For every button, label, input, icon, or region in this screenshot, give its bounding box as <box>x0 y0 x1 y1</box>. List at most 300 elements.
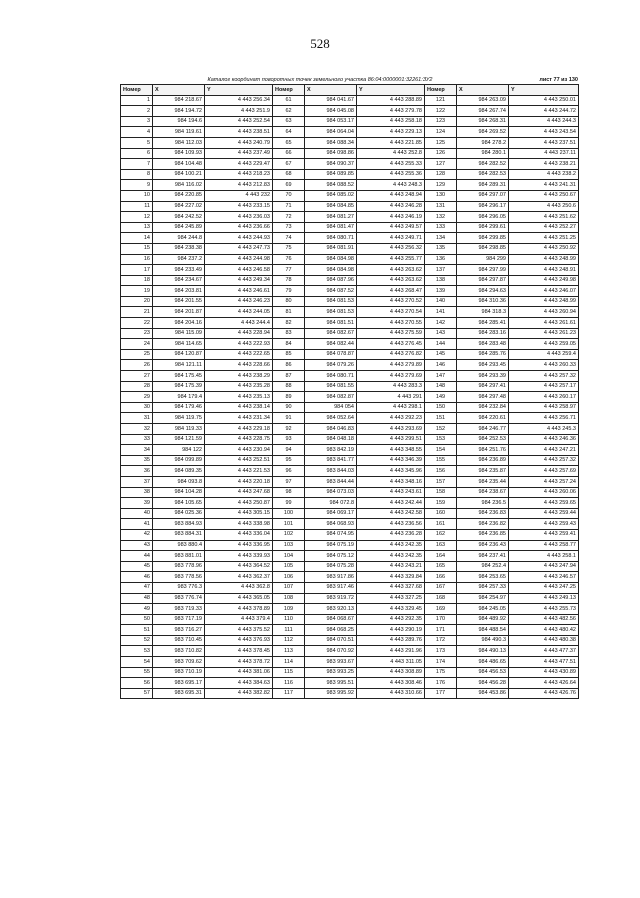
x-coordinate: 984 456.53 <box>457 667 509 678</box>
point-number: 111 <box>273 625 305 636</box>
table-row <box>121 551 579 562</box>
x-coordinate: 984 075.12 <box>305 551 357 562</box>
point-number: 124 <box>425 127 457 138</box>
y-coordinate: 4 443 482.56 <box>509 614 579 625</box>
y-coordinate: 4 443 327.68 <box>357 582 425 593</box>
point-number: 161 <box>425 519 457 530</box>
point-number: 93 <box>273 434 305 445</box>
y-coordinate: 4 443 364.52 <box>205 561 273 572</box>
x-coordinate: 984 297.48 <box>457 392 509 403</box>
point-number: 12 <box>121 212 153 223</box>
y-coordinate: 4 443 248.99 <box>509 254 579 265</box>
x-coordinate: 983 844.03 <box>305 466 357 477</box>
x-coordinate: 983 884.31 <box>153 529 205 540</box>
x-coordinate: 983 842.19 <box>305 445 357 456</box>
point-number: 128 <box>425 169 457 180</box>
x-coordinate: 983 710.82 <box>153 646 205 657</box>
x-coordinate: 984 068.25 <box>305 625 357 636</box>
y-coordinate: 4 443 222.93 <box>205 339 273 350</box>
x-coordinate: 983 695.31 <box>153 688 205 699</box>
point-number: 151 <box>425 413 457 424</box>
y-coordinate: 4 443 229.13 <box>357 127 425 138</box>
table-row <box>121 593 579 604</box>
x-coordinate: 984 088.52 <box>305 180 357 191</box>
y-coordinate: 4 443 299.51 <box>357 434 425 445</box>
y-coordinate: 4 443 362.37 <box>205 572 273 583</box>
point-number: 53 <box>121 646 153 657</box>
x-coordinate: 984 122 <box>153 445 205 456</box>
x-coordinate: 983 710.19 <box>153 667 205 678</box>
x-coordinate: 984 084.98 <box>305 265 357 276</box>
table-row <box>121 254 579 265</box>
point-number: 92 <box>273 424 305 435</box>
y-coordinate: 4 443 259.4 <box>509 349 579 360</box>
table-row <box>121 582 579 593</box>
point-number: 22 <box>121 318 153 329</box>
x-coordinate: 983 778.96 <box>153 561 205 572</box>
x-coordinate: 984 283.16 <box>457 328 509 339</box>
y-coordinate: 4 443 260.17 <box>509 392 579 403</box>
point-number: 54 <box>121 657 153 668</box>
table-row <box>121 604 579 615</box>
table-row <box>121 222 579 233</box>
x-coordinate: 984 104.28 <box>153 487 205 498</box>
y-coordinate: 4 443 308.89 <box>357 667 425 678</box>
y-coordinate: 4 443 259.65 <box>509 498 579 509</box>
table-row <box>121 519 579 530</box>
point-number: 90 <box>273 402 305 413</box>
y-coordinate: 4 443 248.3 <box>357 180 425 191</box>
y-coordinate: 4 443 250.01 <box>509 95 579 106</box>
y-coordinate: 4 443 228.94 <box>205 328 273 339</box>
x-coordinate: 984 064.04 <box>305 127 357 138</box>
point-number: 20 <box>121 296 153 307</box>
x-coordinate: 984 045.08 <box>305 106 357 117</box>
x-coordinate: 984 041.67 <box>305 95 357 106</box>
x-coordinate: 984 204.16 <box>153 318 205 329</box>
y-coordinate: 4 443 250.6 <box>509 201 579 212</box>
x-coordinate: 984 085.02 <box>305 190 357 201</box>
y-coordinate: 4 443 242.58 <box>357 508 425 519</box>
x-coordinate: 984 121.59 <box>153 434 205 445</box>
x-coordinate: 984 119.75 <box>153 413 205 424</box>
sheet-info: лист 77 из 130 <box>539 77 578 83</box>
x-coordinate: 984 175.39 <box>153 381 205 392</box>
x-coordinate: 983 776.3 <box>153 582 205 593</box>
point-number: 145 <box>425 349 457 360</box>
y-coordinate: 4 443 244.4 <box>205 318 273 329</box>
point-number: 132 <box>425 212 457 223</box>
x-coordinate: 984 099.89 <box>153 455 205 466</box>
point-number: 130 <box>425 190 457 201</box>
y-coordinate: 4 443 251.25 <box>509 233 579 244</box>
x-coordinate: 984 242.52 <box>153 212 205 223</box>
x-coordinate: 983 778.56 <box>153 572 205 583</box>
table-row <box>121 201 579 212</box>
x-coordinate: 984 490.3 <box>457 635 509 646</box>
table-row <box>121 498 579 509</box>
y-coordinate: 4 443 238.21 <box>509 159 579 170</box>
point-number: 21 <box>121 307 153 318</box>
point-number: 112 <box>273 635 305 646</box>
y-coordinate: 4 443 244.98 <box>205 254 273 265</box>
x-coordinate: 983 920.13 <box>305 604 357 615</box>
point-number: 8 <box>121 169 153 180</box>
header-row <box>121 85 579 96</box>
y-coordinate: 4 443 221.53 <box>205 466 273 477</box>
x-coordinate: 984 263.09 <box>457 95 509 106</box>
point-number: 69 <box>273 180 305 191</box>
y-coordinate: 4 443 346.39 <box>357 455 425 466</box>
point-number: 44 <box>121 551 153 562</box>
x-coordinate: 984 283.48 <box>457 339 509 350</box>
point-number: 5 <box>121 137 153 148</box>
y-coordinate: 4 443 311.05 <box>357 657 425 668</box>
y-coordinate: 4 443 308.46 <box>357 678 425 689</box>
y-coordinate: 4 443 245.3 <box>509 424 579 435</box>
x-coordinate: 984 025.36 <box>153 508 205 519</box>
y-coordinate: 4 443 259.41 <box>509 529 579 540</box>
y-coordinate: 4 443 237.49 <box>205 148 273 159</box>
point-number: 36 <box>121 466 153 477</box>
x-coordinate: 984 070.51 <box>305 635 357 646</box>
page-number: 528 <box>310 36 330 51</box>
point-number: 138 <box>425 275 457 286</box>
y-coordinate: 4 443 381.06 <box>205 667 273 678</box>
point-number: 3 <box>121 116 153 127</box>
table-row <box>121 243 579 254</box>
y-coordinate: 4 443 292.23 <box>357 413 425 424</box>
x-coordinate: 983 776.74 <box>153 593 205 604</box>
x-coordinate: 984 486.65 <box>457 657 509 668</box>
table-row <box>121 106 579 117</box>
point-number: 159 <box>425 498 457 509</box>
point-number: 47 <box>121 582 153 593</box>
y-coordinate: 4 443 243.61 <box>357 487 425 498</box>
y-coordinate: 4 443 261.23 <box>509 328 579 339</box>
y-coordinate: 4 443 250.92 <box>509 243 579 254</box>
table-row <box>121 392 579 403</box>
x-coordinate: 984 080.71 <box>305 233 357 244</box>
point-number: 136 <box>425 254 457 265</box>
y-coordinate: 4 443 252.8 <box>357 148 425 159</box>
point-number: 109 <box>273 604 305 615</box>
x-coordinate: 984 252.53 <box>457 434 509 445</box>
y-coordinate: 4 443 477.51 <box>509 657 579 668</box>
y-coordinate: 4 443 378.45 <box>205 646 273 657</box>
header-y: Y <box>509 85 579 96</box>
table-row <box>121 265 579 276</box>
point-number: 116 <box>273 678 305 689</box>
y-coordinate: 4 443 257.69 <box>509 466 579 477</box>
x-coordinate: 984 093.8 <box>153 476 205 487</box>
x-coordinate: 984 310.36 <box>457 296 509 307</box>
table-row <box>121 296 579 307</box>
y-coordinate: 4 443 238.14 <box>205 402 273 413</box>
x-coordinate: 984 119.61 <box>153 127 205 138</box>
y-coordinate: 4 443 241.31 <box>509 180 579 191</box>
y-coordinate: 4 443 270.55 <box>357 318 425 329</box>
point-number: 51 <box>121 625 153 636</box>
x-coordinate: 984 294.63 <box>457 286 509 297</box>
point-number: 41 <box>121 519 153 530</box>
point-number: 25 <box>121 349 153 360</box>
point-number: 63 <box>273 116 305 127</box>
x-coordinate: 984 267.74 <box>457 106 509 117</box>
y-coordinate: 4 443 244.05 <box>205 307 273 318</box>
y-coordinate: 4 443 246.07 <box>509 286 579 297</box>
y-coordinate: 4 443 258.77 <box>509 540 579 551</box>
header-num: Номер <box>121 85 153 96</box>
point-number: 133 <box>425 222 457 233</box>
x-coordinate: 984 253.65 <box>457 572 509 583</box>
x-coordinate: 984 297.07 <box>457 190 509 201</box>
point-number: 83 <box>273 328 305 339</box>
y-coordinate: 4 443 247.68 <box>205 487 273 498</box>
point-number: 62 <box>273 106 305 117</box>
point-number: 164 <box>425 551 457 562</box>
x-coordinate: 984 254.97 <box>457 593 509 604</box>
y-coordinate: 4 443 338.98 <box>205 519 273 530</box>
x-coordinate: 984 238.38 <box>153 243 205 254</box>
x-coordinate: 984 268.31 <box>457 116 509 127</box>
x-coordinate: 984 235.44 <box>457 476 509 487</box>
y-coordinate: 4 443 249.34 <box>205 275 273 286</box>
y-coordinate: 4 443 378.72 <box>205 657 273 668</box>
point-number: 146 <box>425 360 457 371</box>
point-number: 117 <box>273 688 305 699</box>
point-number: 153 <box>425 434 457 445</box>
y-coordinate: 4 443 376.93 <box>205 635 273 646</box>
y-coordinate: 4 443 279.69 <box>357 371 425 382</box>
x-coordinate: 983 881.01 <box>153 551 205 562</box>
x-coordinate: 983 880.4 <box>153 540 205 551</box>
table-row <box>121 212 579 223</box>
y-coordinate: 4 443 260.06 <box>509 487 579 498</box>
table-row <box>121 445 579 456</box>
table-row <box>121 614 579 625</box>
y-coordinate: 4 443 235.13 <box>205 392 273 403</box>
y-coordinate: 4 443 263.62 <box>357 265 425 276</box>
y-coordinate: 4 443 257.32 <box>509 371 579 382</box>
point-number: 140 <box>425 296 457 307</box>
point-number: 113 <box>273 646 305 657</box>
table-header <box>121 85 579 96</box>
table-row <box>121 233 579 244</box>
point-number: 108 <box>273 593 305 604</box>
y-coordinate: 4 443 291 <box>357 392 425 403</box>
y-coordinate: 4 443 259.43 <box>509 519 579 530</box>
point-number: 48 <box>121 593 153 604</box>
point-number: 106 <box>273 572 305 583</box>
x-coordinate: 984 075.19 <box>305 540 357 551</box>
point-number: 141 <box>425 307 457 318</box>
y-coordinate: 4 443 270.54 <box>357 307 425 318</box>
y-coordinate: 4 443 244.3 <box>509 116 579 127</box>
x-coordinate: 984 082.67 <box>305 328 357 339</box>
point-number: 150 <box>425 402 457 413</box>
point-number: 115 <box>273 667 305 678</box>
point-number: 175 <box>425 667 457 678</box>
y-coordinate: 4 443 384.63 <box>205 678 273 689</box>
point-number: 160 <box>425 508 457 519</box>
x-coordinate: 983 884.93 <box>153 519 205 530</box>
y-coordinate: 4 443 247.94 <box>509 561 579 572</box>
x-coordinate: 984 100.21 <box>153 169 205 180</box>
y-coordinate: 4 443 258.18 <box>357 116 425 127</box>
point-number: 110 <box>273 614 305 625</box>
point-number: 165 <box>425 561 457 572</box>
x-coordinate: 984 098.86 <box>305 148 357 159</box>
point-number: 91 <box>273 413 305 424</box>
point-number: 77 <box>273 265 305 276</box>
table-row <box>121 572 579 583</box>
point-number: 162 <box>425 529 457 540</box>
point-number: 144 <box>425 339 457 350</box>
y-coordinate: 4 443 246.58 <box>205 265 273 276</box>
x-coordinate: 984 234.67 <box>153 275 205 286</box>
x-coordinate: 984 299 <box>457 254 509 265</box>
point-number: 78 <box>273 275 305 286</box>
y-coordinate: 4 443 426.64 <box>509 678 579 689</box>
x-coordinate: 984 175.45 <box>153 371 205 382</box>
x-coordinate: 984 278.2 <box>457 137 509 148</box>
y-coordinate: 4 443 246.61 <box>205 286 273 297</box>
x-coordinate: 984 114.65 <box>153 339 205 350</box>
y-coordinate: 4 443 255.77 <box>357 254 425 265</box>
y-coordinate: 4 443 230.94 <box>205 445 273 456</box>
y-coordinate: 4 443 252.51 <box>205 455 273 466</box>
table-row <box>121 127 579 138</box>
table-row <box>121 476 579 487</box>
y-coordinate: 4 443 212.83 <box>205 180 273 191</box>
point-number: 75 <box>273 243 305 254</box>
table-row <box>121 487 579 498</box>
y-coordinate: 4 443 218.23 <box>205 169 273 180</box>
header-x: X <box>153 85 205 96</box>
x-coordinate: 984 104.48 <box>153 159 205 170</box>
point-number: 79 <box>273 286 305 297</box>
y-coordinate: 4 443 259.05 <box>509 339 579 350</box>
point-number: 94 <box>273 445 305 456</box>
y-coordinate: 4 443 248.99 <box>509 296 579 307</box>
x-coordinate: 984 119.33 <box>153 424 205 435</box>
y-coordinate: 4 443 259.44 <box>509 508 579 519</box>
point-number: 157 <box>425 476 457 487</box>
point-number: 2 <box>121 106 153 117</box>
y-coordinate: 4 443 244.72 <box>509 106 579 117</box>
y-coordinate: 4 443 246.36 <box>509 434 579 445</box>
y-coordinate: 4 443 365.05 <box>205 593 273 604</box>
y-coordinate: 4 443 279.89 <box>357 360 425 371</box>
x-coordinate: 984 201.87 <box>153 307 205 318</box>
x-coordinate: 984 087.52 <box>305 286 357 297</box>
point-number: 174 <box>425 657 457 668</box>
header-num: Номер <box>425 85 457 96</box>
table-row <box>121 318 579 329</box>
point-number: 168 <box>425 593 457 604</box>
y-coordinate: 4 443 229.18 <box>205 424 273 435</box>
table-row <box>121 190 579 201</box>
x-coordinate: 984 246.77 <box>457 424 509 435</box>
point-number: 103 <box>273 540 305 551</box>
point-number: 101 <box>273 519 305 530</box>
point-number: 143 <box>425 328 457 339</box>
table-row <box>121 561 579 572</box>
y-coordinate: 4 443 279.78 <box>357 106 425 117</box>
point-number: 80 <box>273 296 305 307</box>
x-coordinate: 984 245.05 <box>457 604 509 615</box>
y-coordinate: 4 443 246.57 <box>509 572 579 583</box>
table-row <box>121 328 579 339</box>
y-coordinate: 4 443 237.11 <box>509 148 579 159</box>
point-number: 139 <box>425 286 457 297</box>
x-coordinate: 984 220.61 <box>457 413 509 424</box>
point-number: 172 <box>425 635 457 646</box>
point-number: 107 <box>273 582 305 593</box>
x-coordinate: 984 069.17 <box>305 508 357 519</box>
x-coordinate: 983 993.25 <box>305 667 357 678</box>
x-coordinate: 984 236.5 <box>457 498 509 509</box>
x-coordinate: 984 082.87 <box>305 392 357 403</box>
table-row <box>121 307 579 318</box>
y-coordinate: 4 443 243.54 <box>509 127 579 138</box>
y-coordinate: 4 443 477.37 <box>509 646 579 657</box>
y-coordinate: 4 443 249.98 <box>509 275 579 286</box>
y-coordinate: 4 443 252.54 <box>205 116 273 127</box>
point-number: 68 <box>273 169 305 180</box>
y-coordinate: 4 443 261.61 <box>509 318 579 329</box>
x-coordinate: 984 194.72 <box>153 106 205 117</box>
point-number: 29 <box>121 392 153 403</box>
point-number: 28 <box>121 381 153 392</box>
x-coordinate: 984 238.67 <box>457 487 509 498</box>
point-number: 99 <box>273 498 305 509</box>
point-number: 121 <box>425 95 457 106</box>
table-row <box>121 159 579 170</box>
y-coordinate: 4 443 221.85 <box>357 137 425 148</box>
point-number: 52 <box>121 635 153 646</box>
point-number: 100 <box>273 508 305 519</box>
point-number: 114 <box>273 657 305 668</box>
x-coordinate: 984 257.33 <box>457 582 509 593</box>
point-number: 1 <box>121 95 153 106</box>
x-coordinate: 983 995.92 <box>305 688 357 699</box>
x-coordinate: 984 079.26 <box>305 360 357 371</box>
y-coordinate: 4 443 228.66 <box>205 360 273 371</box>
x-coordinate: 984 179.46 <box>153 402 205 413</box>
x-coordinate: 984 081.51 <box>305 318 357 329</box>
x-coordinate: 984 285.76 <box>457 349 509 360</box>
table-row <box>121 688 579 699</box>
x-coordinate: 984 298.85 <box>457 243 509 254</box>
y-coordinate: 4 443 480.38 <box>509 635 579 646</box>
point-number: 32 <box>121 424 153 435</box>
x-coordinate: 984 081.27 <box>305 212 357 223</box>
x-coordinate: 983 844.44 <box>305 476 357 487</box>
x-coordinate: 983 695.17 <box>153 678 205 689</box>
y-coordinate: 4 443 251.62 <box>509 212 579 223</box>
table-row <box>121 180 579 191</box>
x-coordinate: 984 053.17 <box>305 116 357 127</box>
x-coordinate: 984 116.02 <box>153 180 205 191</box>
y-coordinate: 4 443 263.62 <box>357 275 425 286</box>
y-coordinate: 4 443 258.97 <box>509 402 579 413</box>
point-number: 73 <box>273 222 305 233</box>
x-coordinate: 984 115.09 <box>153 328 205 339</box>
table-row <box>121 360 579 371</box>
x-coordinate: 983 709.62 <box>153 657 205 668</box>
